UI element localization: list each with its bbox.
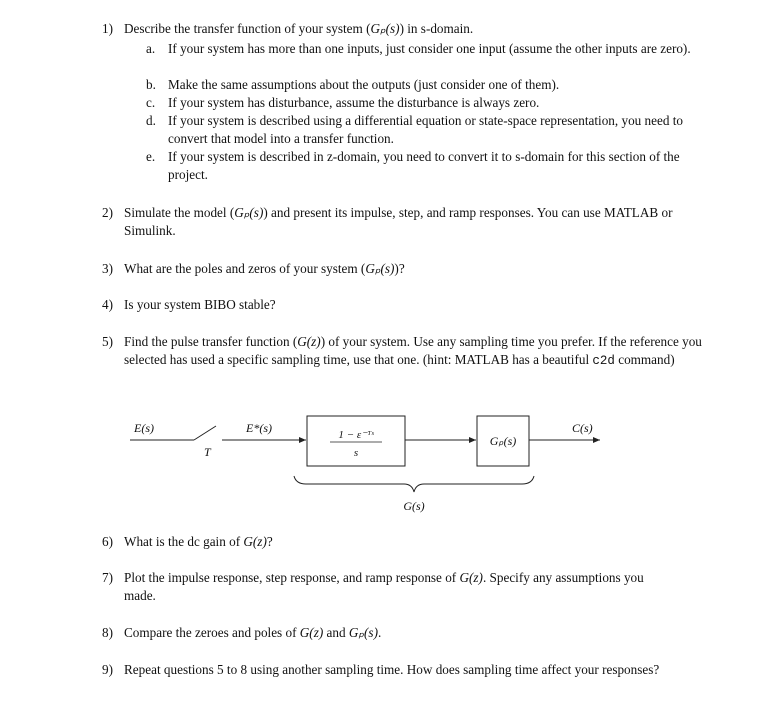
subitem-d: d. If your system is described using a differential equation or state-space representation, you need to convert that model into a transfer function. [146, 113, 684, 146]
subitem-a: a. If your system has more than one inputs, just consider one input (assume the other inputs are zero). [146, 41, 691, 56]
question-number: 2) [102, 205, 113, 220]
question-text: Compare the zeroes and poles of G(z) and Gₚ(s). [124, 625, 382, 640]
question-1 [102, 20, 742, 38]
question-number: 6) [102, 534, 113, 549]
zoh-denominator: s [353, 447, 359, 459]
question-text: Plot the impulse response, step response, and ramp response of G(z). Specify any assumptions you made. [124, 570, 644, 603]
math-gp-s: Gₚ(s) [365, 261, 395, 276]
question-number: 8) [102, 625, 113, 640]
subitem-c: c. If your system has disturbance, assume the disturbance is always zero. [146, 95, 540, 110]
question-5 [102, 333, 702, 370]
plant-label: Gₚ(s) [489, 434, 517, 448]
math-g-z: G(z) [297, 334, 321, 349]
math-gp-s: Gₚ(s) [348, 625, 378, 640]
sampled-label: E*(s) [246, 421, 272, 435]
question-text: What is the dc gain of G(z)? [124, 534, 273, 549]
block-diagram [120, 412, 620, 522]
question-8 [102, 624, 742, 642]
question-text: Find the pulse transfer function (G(z)) of your system. Use any sampling time you prefer. If the reference you selected has used a specific sampling time, use that one. (hint: MATLAB has a beautiful c2d command) [124, 334, 702, 368]
subitem-b: b. Make the same assumptions about the outputs (just consider one of them). [146, 77, 560, 92]
brace-label: G(s) [403, 499, 425, 513]
math-g-z: G(z) [459, 570, 483, 585]
question-4 [102, 296, 742, 314]
question-text: Is your system BIBO stable? [124, 297, 276, 312]
math-g-z: G(z) [243, 534, 267, 549]
g-s-brace [294, 476, 534, 492]
question-number: 5) [102, 334, 113, 349]
question-3 [102, 260, 742, 278]
output-label: C(s) [572, 421, 593, 435]
math-gp-s: Gₚ(s) [234, 205, 264, 220]
input-label: E(s) [134, 421, 154, 435]
math-g-z: G(z) [299, 625, 324, 640]
question-text: Describe the transfer function of your system (Gₚ(s)) in s-domain. [124, 21, 474, 36]
math-gp-s: Gₚ(s) [370, 21, 400, 36]
code-c2d: c2d [592, 353, 615, 368]
subitem-e: e. If your system is described in z-domain, you need to convert it to s-domain for this section of the project. [146, 149, 680, 182]
question-7 [102, 569, 662, 604]
question-number: 7) [102, 570, 113, 585]
question-number: 4) [102, 297, 113, 312]
question-number: 3) [102, 261, 113, 276]
question-number: 9) [102, 662, 113, 677]
sampler-switch [194, 426, 216, 440]
question-text: Simulate the model (Gₚ(s)) and present its impulse, step, and ramp responses. You can use MATLAB or Simulink. [124, 205, 673, 238]
zoh-numerator: 1 − ε⁻ᵀˢ [338, 429, 374, 441]
question-2 [102, 204, 682, 239]
sampler-label: T [204, 445, 211, 459]
question-text: What are the poles and zeros of your system (Gₚ(s))? [124, 261, 405, 276]
question-number: 1) [102, 21, 113, 36]
question-text: Repeat questions 5 to 8 using another sampling time. How does sampling time affect your responses? [124, 662, 660, 677]
question-6 [102, 533, 742, 551]
question-9 [102, 661, 662, 679]
